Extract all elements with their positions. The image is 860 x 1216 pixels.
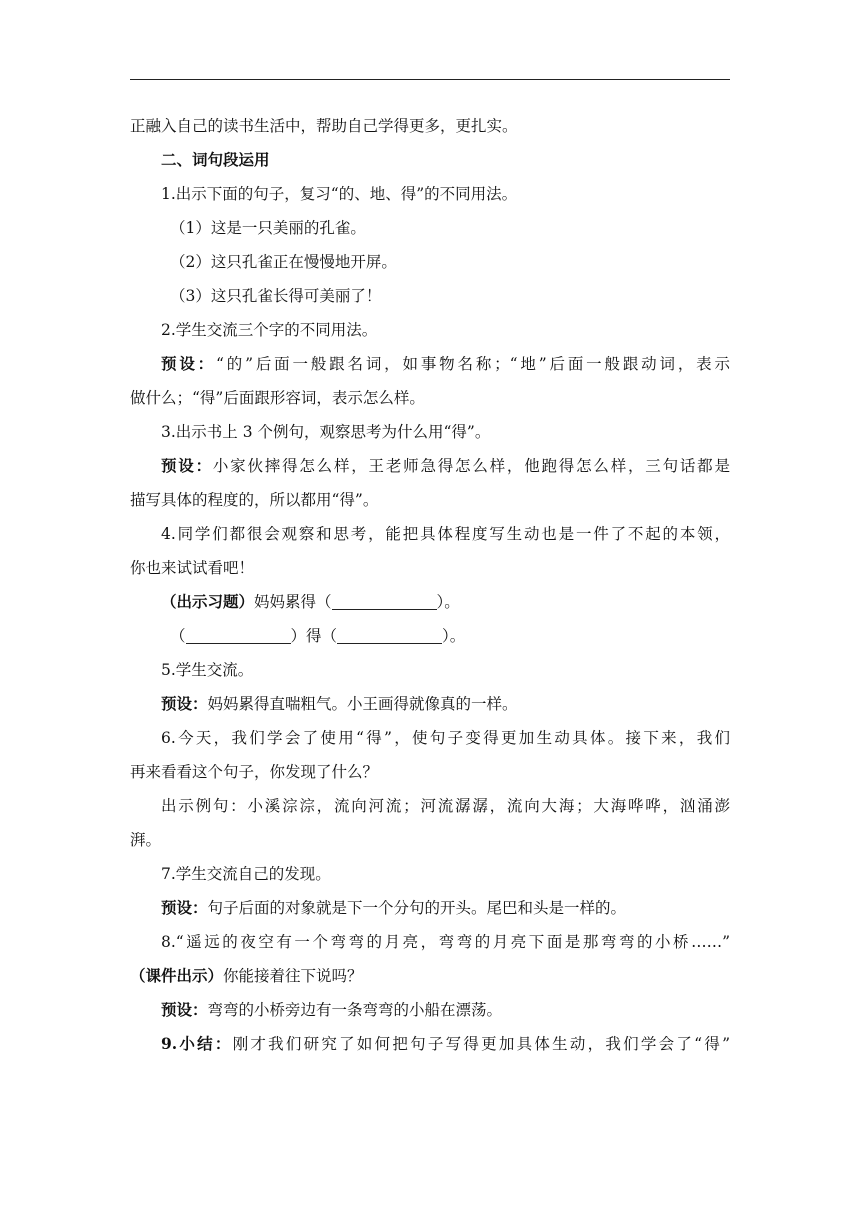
fill-in-blank	[332, 591, 437, 610]
preset-answer-line	[130, 687, 730, 721]
paragraph-line: 描写具体的程度的，所以都用“得”。	[130, 491, 379, 509]
paragraph-text: 你能接着往下说吗？	[223, 967, 363, 985]
step-2: 2.学生交流三个字的不同用法。	[161, 321, 378, 339]
summary-label: 9.小结：	[161, 1034, 233, 1053]
step-8: 8.“遥远的夜空有一个弯弯的月亮，弯弯的月亮下面是那弯弯的小桥……”	[161, 933, 730, 951]
preset-text: 小家伙摔得怎么样，王老师急得怎么样，他跑得怎么样，三句话都是	[212, 457, 730, 475]
preset-text: 句子后面的对象就是下一个分句的开头。尾巴和头是一样的。	[207, 899, 627, 917]
preset-answer-line	[130, 891, 730, 925]
fill-in-blank	[337, 625, 442, 644]
preset-text: 妈妈累得直喘粗气。小王画得就像真的一样。	[207, 695, 518, 713]
paragraph-line: 你也来试试看吧！	[130, 559, 255, 577]
preset-label: 预设：	[161, 898, 208, 917]
preset-label: 预设：	[161, 1000, 208, 1019]
exercise-text-end: ）。	[436, 593, 460, 611]
exercise-line-1	[130, 585, 730, 619]
paragraph-line: 再来看看这个句子，你发现了什么？	[130, 763, 379, 781]
header-rule	[130, 79, 730, 80]
exercise-text-end: ）。	[442, 627, 466, 645]
preset-label: 预设：	[161, 456, 213, 475]
step-9-summary	[130, 1027, 730, 1061]
example-sentence-1: （1）这是一只美丽的孔雀。	[170, 219, 366, 237]
preset-answer-line	[130, 993, 730, 1027]
preset-text: “的”后面一般跟名词，如事物名称；“地”后面一般跟动词，表示	[216, 355, 730, 373]
preset-answer-line	[130, 347, 730, 381]
paragraph-line	[130, 959, 730, 993]
step-3: 3.出示书上 3 个例句，观察思考为什么用“得”。	[161, 423, 491, 441]
preset-label: 预设：	[161, 354, 216, 373]
step-1: 1.出示下面的句子，复习“的、地、得”的不同用法。	[161, 185, 518, 203]
exercise-label: （出示习题）	[161, 592, 255, 611]
section-title: 二、词句段运用	[161, 150, 270, 169]
preset-label: 预设：	[161, 694, 208, 713]
paragraph-line: 湃。	[130, 831, 162, 849]
step-4: 4.同学们都很会观察和思考，能把具体程度写生动也是一件了不起的本领，	[161, 525, 730, 543]
preset-text: 弯弯的小桥旁边有一条弯弯的小船在漂荡。	[207, 1001, 503, 1019]
paragraph-line: 正融入自己的读书生活中，帮助自己学得更多，更扎实。	[130, 117, 518, 135]
exercise-line-2	[130, 619, 730, 653]
exercise-text: 妈妈累得（	[254, 593, 332, 611]
exercise-middle: ）得（	[290, 627, 338, 645]
example-sentence-3: （3）这只孔雀长得可美丽了！	[170, 287, 382, 305]
summary-text: 刚才我们研究了如何把句子写得更加具体生动，我们学会了“得”	[232, 1035, 730, 1053]
step-5: 5.学生交流。	[161, 661, 254, 679]
paragraph-line: 做什么；“得”后面跟形容词，表示怎么样。	[130, 389, 425, 407]
fill-in-blank	[186, 625, 291, 644]
example-sentence-2: （2）这只孔雀正在慢慢地开屏。	[170, 253, 397, 271]
preset-answer-line	[130, 449, 730, 483]
step-6: 6.今天，我们学会了使用“得”，使句子变得更加生动具体。接下来，我们	[161, 729, 730, 747]
exercise-open-paren: （	[170, 627, 186, 645]
example-sentence: 出示例句：小溪淙淙，流向河流；河流潺潺，流向大海；大海哗哗，汹涌澎	[161, 797, 730, 815]
document-body	[130, 109, 730, 1061]
step-7: 7.学生交流自己的发现。	[161, 865, 331, 883]
courseware-label: （课件出示）	[130, 966, 224, 985]
